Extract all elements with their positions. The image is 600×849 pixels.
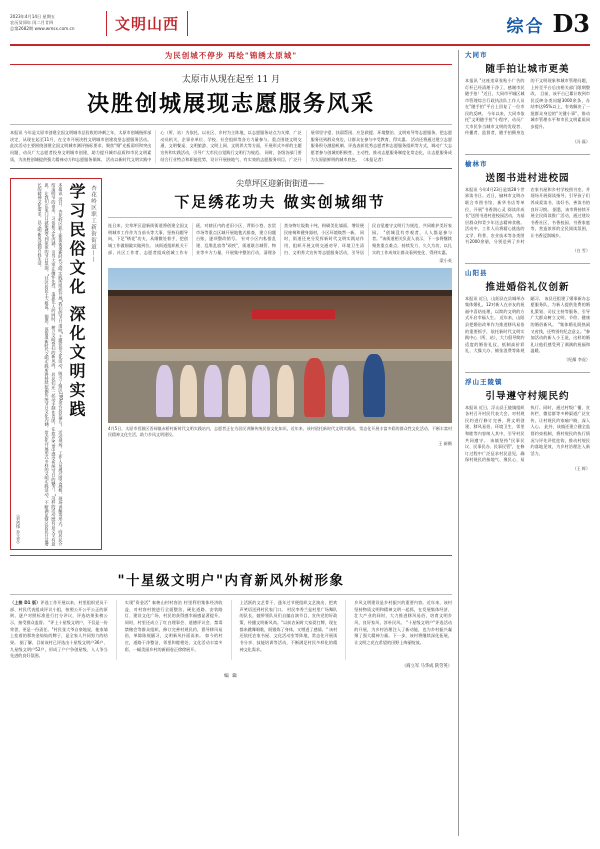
rail-signature: （纪耀 李虎） xyxy=(564,356,590,362)
mid-headline: 下足绣花功夫 做实创城细节 xyxy=(174,193,386,212)
rail-locale: 榆林市 xyxy=(465,159,488,168)
rail-locale: 大同市 xyxy=(465,51,488,59)
campaign-banner: 为民创城不停步 再绘"锦绣太原城" xyxy=(10,50,452,65)
section-name: 综合 xyxy=(506,16,545,37)
masthead xyxy=(10,6,590,46)
masthead-lunar: 农历癸卯年 闰二月廿四 xyxy=(10,19,54,25)
photo-person xyxy=(228,365,245,417)
mid-signature: 梁小英 xyxy=(439,258,452,264)
rail-signature: （王 辉） xyxy=(572,465,590,471)
divider xyxy=(465,372,590,373)
divider xyxy=(10,168,452,169)
lead-kicker: 太原市从现在起至 11 月 xyxy=(181,75,281,85)
photo-person xyxy=(332,365,349,417)
rail-signature: （冯 磊） xyxy=(572,138,590,144)
rail-signature: （白 雪） xyxy=(572,247,590,253)
photo-person xyxy=(204,365,221,417)
page-body xyxy=(10,50,590,836)
divider xyxy=(108,217,452,218)
rail-body: 本报讯 "这座违章张贴小广告的灯杆已经清理干净了，感谢市民随手拍！"近日，大同市平城区城市管理综合行政执法队工作人员在"随手拍"平台上回复了一位市民的反映。 今年以来，大同市依托"文明随手拍"小程序，动员广大市民争当城市文明的发现者、传播者、监督者，随手拍摄身边的不文明现象和城市管理问题，上传至平台后由相关部门限期整改。 目前，该平台已累计收到市民反映各类问题3000余条，办结率达95%以上，有效解决了一批群众身边的"关键小事"，推动城市管理水平和市民文明素质同步提升。 xyxy=(465,78,590,136)
divider xyxy=(465,263,590,264)
boxed-feature-article xyxy=(10,178,102,550)
bottom-col-2: 实现"资金活" 秦秧山村村容治 村里利用集体经济收益，对村容村貌进行全面整治，硬化道路、安装路灯、建设文化广场，村民的获得感幸福感显著提升。 同时，村里还成立了红白理事会、道德评议会、禁毒禁赌会等群众组织，修订完善村规民约，倡导移风易俗，革除陈规陋习，文明新风扑面而来。 如今的村庄，道路干净整洁，邻里和睦相处，文化活动丰富多彩，一幅美丽乡村的新画卷正徐徐展开。 xyxy=(116,600,223,660)
rail-title: 随手拍让城市更美 xyxy=(485,64,570,75)
photo-person xyxy=(156,365,173,417)
main-column xyxy=(10,50,452,836)
photo-caption: 4月5日，太原市晋源区晋祠镇赤桥村新时代文明实践站内，志愿者正在为居民讲解传统民俗文化知识。近年来，该村依托新时代文明实践站，常态化开展丰富多彩的群众性文化活动，不断丰富村民精神文化生活，助力乡风文明建设。 xyxy=(108,426,452,438)
bottom-signature: （商立军 马华成 陕劳英） xyxy=(402,663,452,669)
photo-people xyxy=(108,349,452,417)
masthead-info xyxy=(10,14,102,33)
paper-logo: 文明山西 xyxy=(106,11,188,36)
feature-title: 学习民俗文化 深化文明实践 xyxy=(67,183,86,420)
rail-title: 送图书进村进校园 xyxy=(485,172,570,184)
photo-person xyxy=(277,365,294,417)
bottom-columns xyxy=(10,600,452,660)
feature-byline: （袁剑锋 乔玉芳） xyxy=(16,512,21,547)
divider xyxy=(10,555,452,556)
rail-item xyxy=(465,159,590,254)
bottom-dateline: （上接 D1 版） xyxy=(10,600,41,606)
photo-credit: 王 新摄 xyxy=(438,440,452,446)
bottom-headline: "十星级文明户"内育新风外树形象 xyxy=(117,573,345,590)
photo-person xyxy=(304,358,325,417)
rail-body: 本报讯 近日，浮山县王陵镇组织各村召开村民代表大会，对村规民约进行修订完善，将文明创建、移风易俗、环境卫生、邻里和睦等内容纳入其中，引导村民共同遵守。 该镇坚持"民事民议、民事民办、民事民管"，在修订过程中广泛征求村民意见，确保村规民约接地气、聚民心、易执行。同时，通过村级广播、宣传栏、微信群等多种渠道广泛宣传，让村规民约家喻户晓、深入人心。 此外，该镇还建立健全监督约束机制，将村规民约执行情况与评先评优挂钩，推动村规民约落地见效，为乡村治理注入新活力。 xyxy=(465,404,590,463)
mid-block xyxy=(10,178,452,550)
rail-item xyxy=(465,50,590,145)
divider xyxy=(10,594,452,595)
rail-locale: 浮山王陵镇 xyxy=(465,377,503,386)
mid-body: 连日来，尖草坪区迎新街街道将创建全国文明城市工作作为当前头等大事，坚持问题导向，下足"绣花"功夫，从细微处着手，把创城工作做细做实做到位。 该街道组织机关干部、社区工作者、志愿者组成创城工作专班，对辖区内的老旧小区、背街小巷、农贸市场等重点区域开展地毯式排查，建立问题台账，逐项整改销号。 针对小区内私搭乱建、乱堆乱放等"顽疾"，街道联合城管、物业等多方力量，开展集中整治行动，清理各类杂物垃圾数十吨，粉刷美化墙面，增设便民座椅和健身器材，小区环境焕然一新。 同时，街道还充分发挥新时代文明实践站作用，组织开展文明交通劝导、环境卫生清扫、文明养犬宣传等志愿服务活动，引导居民自觉遵守文明行为规范，共同维护美好家园。 "创城没有旁观者，人人都是参与者。"该街道相关负责人表示，下一步将继续聚焦重点难点，持续发力、久久为功，以扎实的工作成效让群众看到变化、得到实惠。 xyxy=(108,223,452,255)
rail-item xyxy=(465,377,590,472)
rail-body: 本报讯 近日，山阳县在县城举办集体婚礼，12对新人在亲友的祝福中喜结连理，以简约文明的方式开启幸福人生。 近年来，山阳县把婚俗改革作为推进移风易俗的重要抓手，依托新时代文明实践中心（所、站），大力倡导简约适度的婚俗礼仪，抵制高价彩礼、大操大办、铺张浪费等陈规陋习。 该县还组建了婚事新办志愿服务队，为新人提供免费的婚礼策划、司仪主持等服务，引导广大群众树立文明、节俭、健康的婚俗新风。 "集体婚礼既热闹又省钱，还特别有纪念意义。"参加活动的新人小王说，这样的婚礼让他们感受到了满满的祝福和温暖。 xyxy=(465,295,590,354)
mid-article xyxy=(108,178,452,550)
masthead-section-area xyxy=(506,9,590,38)
photo-person xyxy=(363,354,385,417)
feature-body: 本报讯 近日，杏花岭区职工新街街道新时代文明实践所组织开展"我们的节日·清明"主题民俗文化活动，吸引了辖区200余名居民参与。 活动现场，工作人员通过图文展板、现场讲解等形式，向居民介绍清明节的由来、习俗和文化内涵，引导大家在缅怀先烈、追思先人的同时，树立文明祭扫的新风尚。 居民们还一起动手制作青团，在欢声笑语中感受传统节日的魅力。"这样的活动既有意义又有意思，让我们在家门口就能感受到浓浓的节日氛围。"社区居民王大姐说。 据悉，该街道新时代文明实践所将持续挖掘传统节日文化内涵，常态化开展形式多样的文明实践活动，不断满足辖区居民日益增长的精神文化需求，以文明新风浸润百姓生活。 xyxy=(37,183,64,547)
divider xyxy=(465,154,590,155)
rail-title: 推进婚俗礼仪创新 xyxy=(485,281,570,293)
rail-body: 本报讯 今年4月23日是第28个世界读书日。近日，榆林市文明办联合市图书馆、新华书店等单位，开展"书香润心灵 阅读伴成长"送图书进村进校园活动，为基层群众和青少年送去精神食粮。 活动中，工作人员将精心挑选的文学、科普、农业技术等各类图书2000余册，分别送到了乡村农家书屋和乡村学校图书室，并现场开展阅读指导，引导孩子们养成爱读书、读好书、善读书的良好习惯。 据悉，该市将持续开展全民阅读推广活动，通过建设书香社区、书香校园、书香家庭等，营造浓厚的全民阅读氛围，让书香浸润城乡。 xyxy=(465,186,590,245)
right-rail xyxy=(458,50,590,836)
photo-building xyxy=(108,296,452,349)
rail-title: 引导遵守村规民约 xyxy=(485,390,570,402)
masthead-issue: 总第2682期 www.wmsx.com.cn xyxy=(10,26,75,32)
rail-item xyxy=(465,268,590,363)
lead-body: 本报讯 今年是太原市创建全国文明城市总验收的冲刺之年，太原市创城指挥部决定，从现在起至11月，在全市开展决胜文明城市创建攻坚志愿服务活动。 此次活动主要围绕创建全国文明城市测评指标要求，聚焦"聚"光板弱项和突出问题，动员广大志愿者投身文明城市创建，助力提升城市品质和市民文明素质，为决胜创城提供强大精神动力和志愿服务保障。 活动以新时代文明实践中心（所、站）为依托，以社区、乡村为主阵地，以志愿服务站点为支撑，广泛动员机关、企事业单位、学校、社会组织等各方力量参与。重点围绕文明交通、文明餐桌、文明旅游、文明上网、文明养犬等方面，开展形式多样的主题宣传和实践活动，引导广大市民自觉践行文明行为规范。 同时，各级各部门要结合行业特点和职能优势，设计开展接地气、有实效的志愿服务项目，广泛开展邻里守望、扶弱帮困、应急救援、环境整治、文明劝导等志愿服务，把志愿服务送到群众身边，让群众在参与中受教育、得实惠。 活动还将通过建立志愿服务积分激励机制、评选表彰优秀志愿者和志愿服务组织等方式，调动广大志愿者参与创城的积极性、主动性，推动志愿服务制度化常态化，让志愿服务成为太原最鲜明的城市底色。 （本报记者） xyxy=(10,130,452,162)
bottom-article xyxy=(10,565,452,669)
bottom-col-1 xyxy=(10,600,108,660)
feature-kicker: 杏花岭区职工新街街道—— xyxy=(90,185,96,264)
bottom-col-4: 乡风文明建设是乡村振兴的重要内容。近年来，该村坚持物质文明和精神文明一起抓，在发展集体经济、壮大产业的同时，大力推进移风易俗，培育文明乡风、良好家风、淳朴民风。 "十星级文明户"评选活动的开展，为乡村治理注入了新动能，也为乡村振兴凝聚了强大精神力量。下一步，该村将继续深化拓展，让文明之花在希望的田野上绚丽绽放。 xyxy=(345,600,452,660)
mid-kicker: 尖草坪区迎新街街道—— xyxy=(236,179,324,189)
page-number: D3 xyxy=(552,8,590,38)
lead-article xyxy=(10,69,452,163)
photo-red-banner xyxy=(252,309,335,320)
news-photo xyxy=(108,268,452,423)
lead-headline: 决胜创城展现志愿服务风采 xyxy=(86,91,375,117)
masthead-date: 2023年4月14日 星期五 xyxy=(10,13,56,19)
photo-person xyxy=(252,365,269,417)
divider xyxy=(10,124,452,125)
bottom-col1-text: 评选工作开展以来，村里组织党员干部、村民代表组成评议小组，按照公开公平公正的原则，逐户对照标准进行打分评议，评选结果张榜公示，接受群众监督。 "评上十星级文明户，不仅是一份荣誉，更是一份责任。"村民张大爷自豪地说，他家墙上挂着的那块金灿灿的牌子，是全家人共同努力的结果。 据了解，目前该村已评选出十星级文明户36户、九星级文明户52户，形成了户户争创星级、人人争当先进的良好氛围。 xyxy=(10,600,108,659)
photo-person xyxy=(180,365,197,417)
bottom-col-3: 上活跃的文艺骨干，逢年过节便组织文艺演出，把欢声笑语送到村民家门口。 村民李秀兰是村里广场舞队的队长，她带领队员们自编自演节目，宣传党的好政策，传播文明新风尚。"以前农闲时大家爱打牌，现在都来跳舞唱歌，既锻炼了身体，又增进了感情。" 该村还依托农家书屋、文化活动室等阵地，常态化开展读书分享、技能培训等活动，不断满足村民多样化的精神文化需求。 xyxy=(231,600,338,660)
page-editor: 编 辑 xyxy=(224,673,238,679)
rail-locale: 山阳县 xyxy=(465,268,488,277)
